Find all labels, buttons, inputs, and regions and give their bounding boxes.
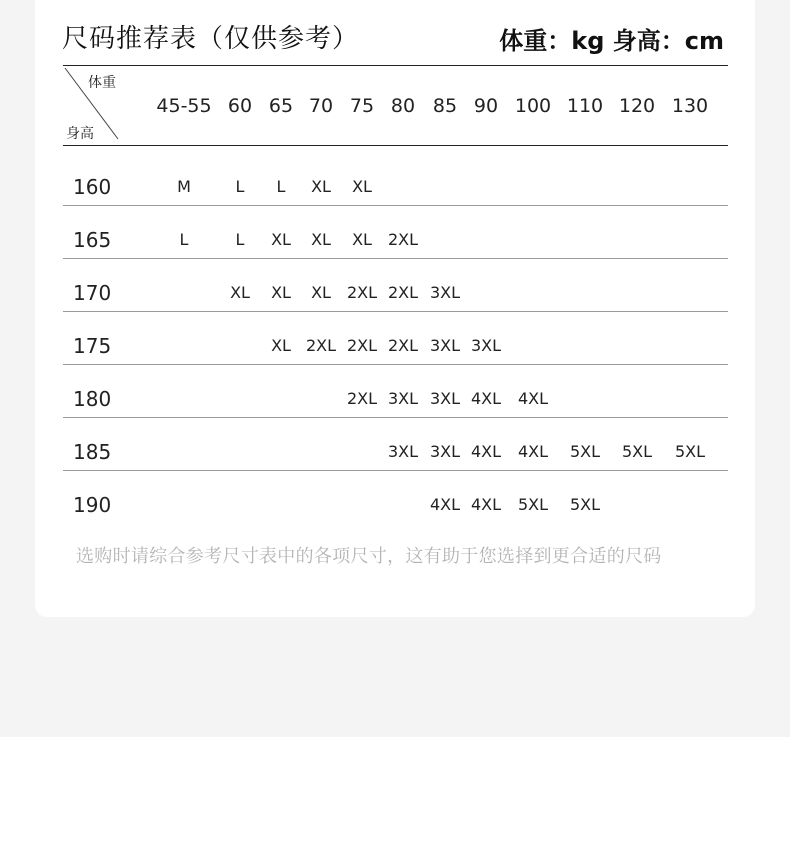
size-cell: 4XL bbox=[470, 442, 502, 461]
size-cell: L bbox=[179, 230, 189, 249]
size-cell: 3XL bbox=[429, 389, 461, 408]
column-header: 60 bbox=[227, 95, 253, 117]
footnote: 选购时请综合参考尺寸表中的各项尺寸，这有助于您选择到更合适的尺码 bbox=[76, 546, 662, 567]
size-cell: 2XL bbox=[346, 336, 378, 355]
row-height-label: 185 bbox=[73, 440, 112, 464]
size-cell: 3XL bbox=[429, 336, 461, 355]
size-cell: XL bbox=[352, 177, 372, 196]
column-header: 90 bbox=[473, 95, 499, 117]
row-height-label: 170 bbox=[73, 281, 112, 305]
size-cell: 5XL bbox=[674, 442, 706, 461]
size-cell: L bbox=[276, 177, 286, 196]
table-row bbox=[63, 365, 728, 418]
size-cell: 5XL bbox=[569, 495, 601, 514]
row-height-label: 160 bbox=[73, 175, 112, 199]
size-cell: XL bbox=[352, 230, 372, 249]
units-label: 体重：kg 身高：cm bbox=[499, 27, 724, 55]
column-header: 80 bbox=[390, 95, 416, 117]
table-row bbox=[63, 471, 728, 524]
column-header: 75 bbox=[349, 95, 375, 117]
column-header: 130 bbox=[671, 95, 709, 117]
table-row bbox=[63, 312, 728, 365]
column-header: 110 bbox=[566, 95, 604, 117]
row-height-label: 165 bbox=[73, 228, 112, 252]
row-height-label: 175 bbox=[73, 334, 112, 358]
table-row bbox=[63, 206, 728, 259]
size-cell: M bbox=[177, 177, 191, 196]
size-cell: 5XL bbox=[517, 495, 549, 514]
size-cell: 4XL bbox=[429, 495, 461, 514]
size-cell: XL bbox=[271, 283, 291, 302]
corner-height-label: 身高 bbox=[66, 126, 94, 142]
size-cell: 3XL bbox=[387, 389, 419, 408]
size-cell: 3XL bbox=[429, 442, 461, 461]
size-cell: XL bbox=[311, 177, 331, 196]
table-row bbox=[63, 259, 728, 312]
column-header: 70 bbox=[308, 95, 334, 117]
size-cell: XL bbox=[311, 230, 331, 249]
page-title: 尺码推荐表（仅供参考） bbox=[62, 24, 360, 54]
size-cell: 4XL bbox=[470, 495, 502, 514]
size-cell: XL bbox=[271, 230, 291, 249]
column-header: 45-55 bbox=[156, 95, 212, 117]
size-cell: XL bbox=[311, 283, 331, 302]
size-cell: 2XL bbox=[387, 283, 419, 302]
table-header-rule bbox=[63, 145, 728, 146]
size-cell: 5XL bbox=[569, 442, 601, 461]
size-cell: XL bbox=[230, 283, 250, 302]
column-header: 100 bbox=[514, 95, 552, 117]
size-cell: XL bbox=[271, 336, 291, 355]
row-height-label: 190 bbox=[73, 493, 112, 517]
size-cell: 2XL bbox=[346, 389, 378, 408]
size-cell: 4XL bbox=[470, 389, 502, 408]
size-cell: 5XL bbox=[621, 442, 653, 461]
column-header: 65 bbox=[268, 95, 294, 117]
table-top-rule bbox=[63, 65, 728, 66]
size-cell: 2XL bbox=[346, 283, 378, 302]
size-cell: 2XL bbox=[387, 230, 419, 249]
column-header: 85 bbox=[432, 95, 458, 117]
table-row bbox=[63, 418, 728, 471]
corner-weight-label: 体重 bbox=[88, 75, 116, 91]
table-row bbox=[63, 153, 728, 206]
size-cell: L bbox=[235, 177, 245, 196]
column-header: 120 bbox=[618, 95, 656, 117]
size-cell: 3XL bbox=[429, 283, 461, 302]
size-cell: L bbox=[235, 230, 245, 249]
row-height-label: 180 bbox=[73, 387, 112, 411]
size-cell: 2XL bbox=[305, 336, 337, 355]
size-cell: 4XL bbox=[517, 442, 549, 461]
size-cell: 3XL bbox=[470, 336, 502, 355]
size-cell: 4XL bbox=[517, 389, 549, 408]
size-cell: 2XL bbox=[387, 336, 419, 355]
size-cell: 3XL bbox=[387, 442, 419, 461]
